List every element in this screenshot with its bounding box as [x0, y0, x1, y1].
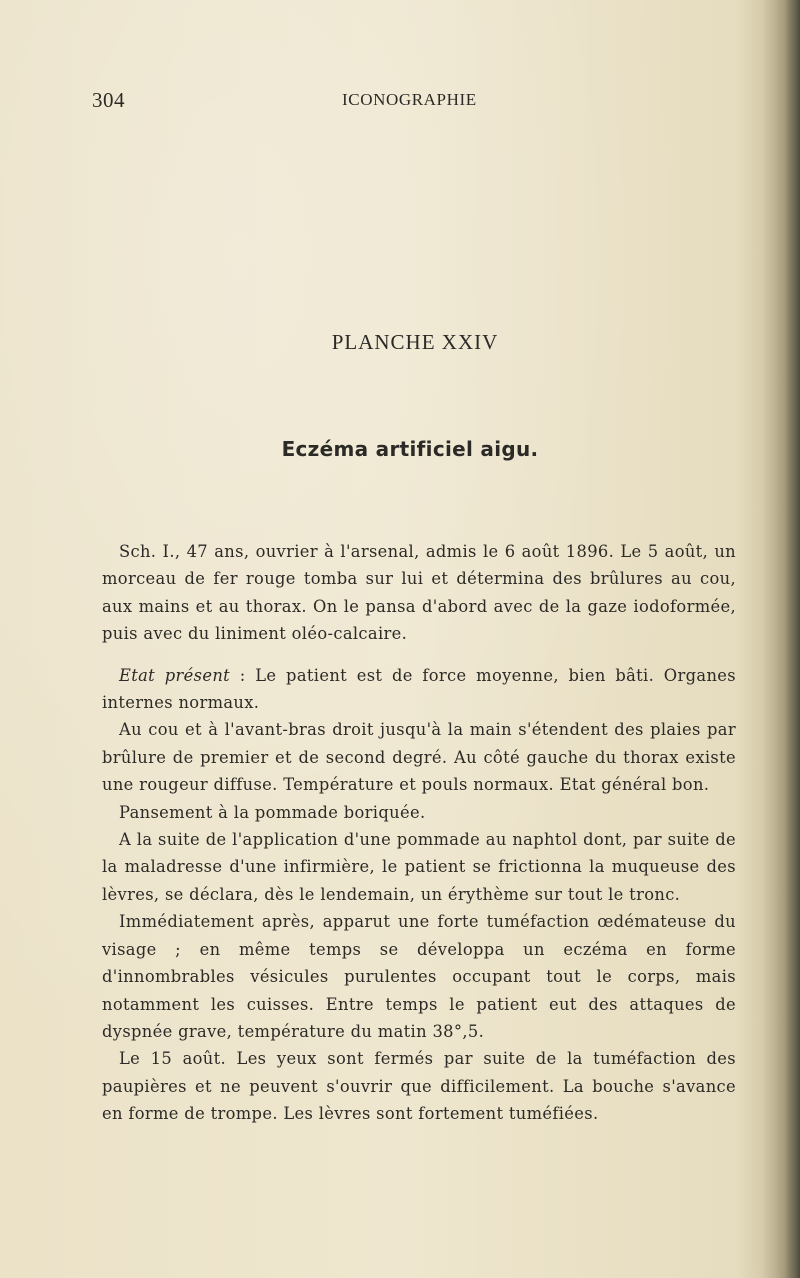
- paragraph-naphtol: [102, 826, 736, 908]
- section-title: Eczéma artificiel aigu.: [281, 437, 539, 461]
- paragraph-lesions: [102, 716, 736, 798]
- paragraph-text: Au cou et à l'avant-bras droit jusqu'à la main s'étendent des plaies par brûlure de premier et de second degré. Au côté gauche du thorax existe une rougeur diffuse. Température et pouls normaux. Etat général bon.: [102, 720, 736, 795]
- paragraph-pansement: [102, 799, 736, 826]
- paragraph-text: Immédiatement après, apparut une forte tuméfaction œdémateuse du visage ; en même temps se développa un eczéma en forme d'innombrables vésicules purulentes occupant tout le corps, mais notamment les cuisses. Entre temps le patient eut des attaques de dyspnée grave, température du matin 38°,5.: [102, 912, 736, 1041]
- paragraph-text: A la suite de l'application d'une pommade au naphtol dont, par suite de la maladresse d'une infirmière, le patient se frictionna la muqueuse des lèvres, se déclara, dès le lendemain, un érythème sur tout le tronc.: [102, 830, 736, 904]
- page-edge-shadow: [762, 0, 800, 1278]
- paragraph-etat-present: [102, 662, 736, 717]
- paragraph-15-aout: [102, 1045, 736, 1127]
- paragraph-eczema: [102, 908, 736, 1045]
- paragraph-case-intro: [102, 538, 736, 648]
- paragraph-text: Le 15 août. Les yeux sont fermés par suite de la tuméfaction des paupières et ne peuvent s'ouvrir que difficilement. La bouche s'avance en forme de trompe. Les lèvres sont fortement tuméfiées.: [102, 1049, 736, 1124]
- page-number: 304: [92, 88, 125, 112]
- paragraph-text: : Le patient est de force moyenne, bien bâti. Organes internes normaux.: [102, 665, 736, 713]
- paragraph-lead: Etat présent: [119, 665, 231, 685]
- paragraph-text: Pansement à la pommade boriquée.: [119, 802, 426, 822]
- running-head: [92, 88, 702, 118]
- plate-title: PLANCHE XXIV: [331, 330, 499, 354]
- running-title: ICONOGRAPHIE: [342, 90, 477, 109]
- paragraph-text: Sch. I., 47 ans, ouvrier à l'arsenal, admis le 6 août 1896. Le 5 août, un morceau de fer rouge tomba sur lui et détermina des brûlures au cou, aux mains et au thorax. On le pansa d'abord avec de la gaze iodoformée, puis avec du liniment oléo-calcaire.: [102, 542, 736, 644]
- body-text: [102, 538, 736, 1128]
